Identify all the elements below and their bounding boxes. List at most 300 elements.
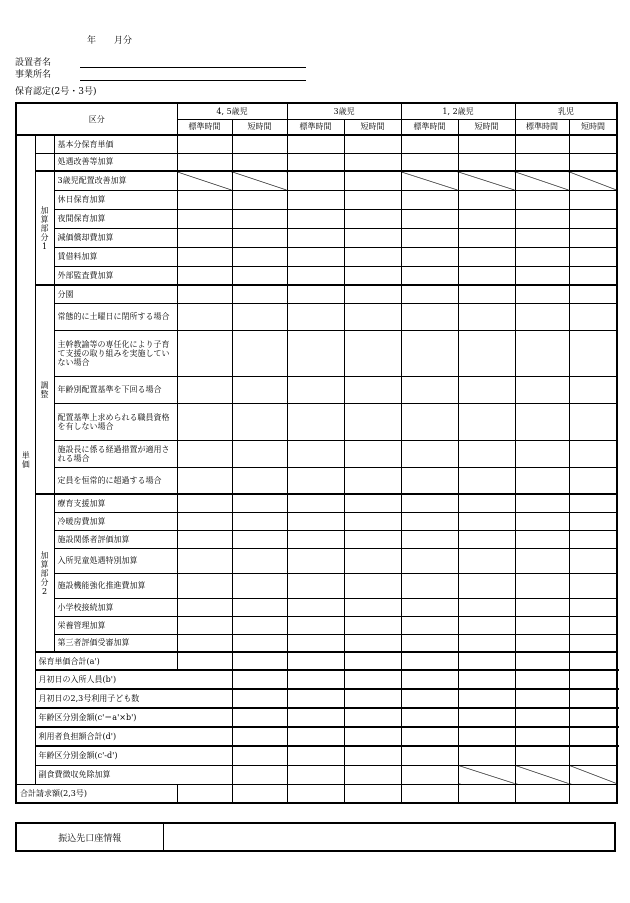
value-cell[interactable] — [232, 530, 287, 548]
value-cell[interactable] — [458, 376, 515, 403]
value-cell[interactable] — [232, 548, 287, 573]
value-cell[interactable] — [344, 376, 401, 403]
value-cell[interactable] — [458, 689, 515, 708]
value-cell[interactable] — [401, 708, 458, 727]
table-row — [16, 494, 617, 512]
value-cell[interactable] — [515, 746, 569, 765]
value-cell[interactable] — [458, 573, 515, 598]
value-cell[interactable] — [401, 440, 458, 467]
value-cell[interactable] — [569, 765, 617, 784]
value-cell[interactable] — [458, 467, 515, 494]
table-row — [16, 209, 617, 228]
value-cell[interactable] — [569, 494, 617, 512]
value-cell[interactable] — [344, 573, 401, 598]
row-label-nenrei1: 年齢区分別金額(c'＝a'×b') — [35, 708, 232, 727]
value-cell[interactable] — [401, 266, 458, 285]
value-cell[interactable] — [232, 765, 287, 784]
value-cell[interactable] — [401, 285, 458, 303]
value-cell[interactable] — [569, 376, 617, 403]
row-label-kasan2: 栄養管理加算 — [54, 616, 177, 634]
value-cell[interactable] — [401, 512, 458, 530]
value-cell[interactable] — [569, 467, 617, 494]
value-cell[interactable] — [401, 530, 458, 548]
value-cell[interactable] — [232, 598, 287, 616]
value-cell[interactable] — [344, 330, 401, 376]
value-cell[interactable] — [515, 440, 569, 467]
value-cell[interactable] — [177, 376, 232, 403]
value-cell[interactable] — [177, 598, 232, 616]
table-row — [16, 228, 617, 247]
value-cell[interactable] — [232, 247, 287, 266]
value-cell[interactable] — [177, 530, 232, 548]
value-cell[interactable] — [177, 228, 232, 247]
value-cell[interactable] — [344, 228, 401, 247]
value-cell[interactable] — [401, 784, 458, 803]
value-cell[interactable] — [287, 285, 344, 303]
value-cell[interactable] — [401, 652, 458, 670]
value-cell[interactable] — [232, 467, 287, 494]
row-label-kasan2: 施設機能強化推進費加算 — [54, 573, 177, 598]
value-cell[interactable] — [344, 634, 401, 652]
value-cell[interactable] — [515, 247, 569, 266]
value-cell[interactable] — [287, 573, 344, 598]
value-cell[interactable] — [401, 330, 458, 376]
table-row — [16, 247, 617, 266]
value-cell[interactable] — [569, 746, 617, 765]
row-label-kasan1: 夜間保育加算 — [54, 209, 177, 228]
value-cell[interactable] — [232, 135, 287, 153]
value-cell[interactable] — [401, 303, 458, 330]
value-cell[interactable] — [401, 135, 458, 153]
value-cell[interactable] — [515, 708, 569, 727]
value-cell[interactable] — [177, 153, 232, 171]
value-cell[interactable] — [515, 634, 569, 652]
value-cell[interactable] — [232, 727, 287, 746]
table-row — [16, 303, 617, 330]
value-cell[interactable] — [344, 616, 401, 634]
value-cell[interactable] — [515, 266, 569, 285]
value-cell[interactable] — [344, 285, 401, 303]
value-cell[interactable] — [177, 512, 232, 530]
value-cell[interactable] — [458, 403, 515, 440]
value-cell[interactable] — [458, 634, 515, 652]
value-cell[interactable] — [287, 616, 344, 634]
value-cell[interactable] — [569, 784, 617, 803]
fee-table-body — [16, 103, 617, 803]
table-row — [16, 573, 617, 598]
row-label-kasan2: 施設関係者評価加算 — [54, 530, 177, 548]
value-cell[interactable] — [515, 228, 569, 247]
value-cell[interactable] — [458, 135, 515, 153]
table-row — [16, 598, 617, 616]
value-cell[interactable] — [287, 727, 344, 746]
table-row — [16, 330, 617, 376]
value-cell[interactable] — [401, 689, 458, 708]
time-short-header: 短時間 — [569, 119, 617, 135]
value-cell[interactable] — [569, 228, 617, 247]
value-cell[interactable] — [458, 266, 515, 285]
value-cell[interactable] — [177, 652, 232, 670]
time-standard-header: 標準時間 — [515, 119, 569, 135]
value-cell[interactable] — [287, 376, 344, 403]
value-cell[interactable] — [515, 209, 569, 228]
value-cell[interactable] — [344, 708, 401, 727]
value-cell[interactable] — [344, 266, 401, 285]
value-cell[interactable] — [287, 303, 344, 330]
value-cell[interactable] — [515, 376, 569, 403]
value-cell[interactable] — [232, 634, 287, 652]
value-cell[interactable] — [232, 573, 287, 598]
value-cell[interactable] — [515, 765, 569, 784]
value-cell[interactable] — [458, 670, 515, 689]
value-cell[interactable] — [569, 403, 617, 440]
value-cell[interactable] — [569, 598, 617, 616]
table-row — [16, 616, 617, 634]
value-cell[interactable] — [344, 135, 401, 153]
year-month: 年 月分 — [87, 36, 133, 46]
value-cell[interactable] — [177, 330, 232, 376]
value-cell[interactable] — [177, 266, 232, 285]
table-row — [16, 634, 617, 652]
table-row — [16, 765, 617, 784]
table-row — [16, 784, 617, 803]
value-cell[interactable] — [287, 548, 344, 573]
table-row — [16, 266, 617, 285]
time-short-header: 短時間 — [232, 119, 287, 135]
value-cell[interactable] — [569, 727, 617, 746]
spacer-cell — [35, 153, 54, 171]
value-cell[interactable] — [401, 153, 458, 171]
value-cell[interactable] — [401, 616, 458, 634]
value-cell[interactable] — [569, 153, 617, 171]
value-cell[interactable] — [515, 330, 569, 376]
value-cell[interactable] — [232, 285, 287, 303]
value-cell[interactable] — [569, 247, 617, 266]
value-cell[interactable] — [232, 670, 287, 689]
value-cell[interactable] — [344, 512, 401, 530]
value-cell[interactable] — [177, 440, 232, 467]
value-cell[interactable] — [232, 376, 287, 403]
value-cell[interactable] — [344, 153, 401, 171]
value-cell[interactable] — [515, 530, 569, 548]
value-cell[interactable] — [515, 494, 569, 512]
value-cell[interactable] — [458, 285, 515, 303]
value-cell[interactable] — [287, 153, 344, 171]
value-cell[interactable] — [177, 247, 232, 266]
value-cell[interactable] — [232, 689, 287, 708]
value-cell[interactable] — [515, 616, 569, 634]
value-cell[interactable] — [177, 494, 232, 512]
value-cell[interactable] — [287, 746, 344, 765]
value-cell[interactable] — [569, 652, 617, 670]
table-row — [16, 285, 617, 303]
value-cell[interactable] — [515, 670, 569, 689]
value-cell[interactable] — [287, 171, 344, 190]
value-cell[interactable] — [569, 548, 617, 573]
value-cell[interactable] — [287, 190, 344, 209]
value-cell[interactable] — [177, 303, 232, 330]
value-cell[interactable] — [287, 689, 344, 708]
value-cell[interactable] — [287, 209, 344, 228]
installer-label: 設置者名 — [15, 58, 52, 68]
value-cell[interactable] — [232, 153, 287, 171]
value-cell[interactable] — [177, 403, 232, 440]
value-cell[interactable] — [569, 330, 617, 376]
value-cell[interactable] — [569, 135, 617, 153]
value-cell[interactable] — [515, 303, 569, 330]
value-cell[interactable] — [177, 784, 232, 803]
row-label-kihon: 基本分保育単価 — [54, 135, 177, 153]
value-cell[interactable] — [401, 670, 458, 689]
value-cell[interactable] — [569, 573, 617, 598]
value-cell[interactable] — [569, 285, 617, 303]
value-cell[interactable] — [287, 228, 344, 247]
fee-table — [15, 102, 618, 804]
value-cell[interactable] — [232, 303, 287, 330]
value-cell[interactable] — [232, 266, 287, 285]
value-cell[interactable] — [401, 403, 458, 440]
value-cell[interactable] — [287, 512, 344, 530]
value-cell[interactable] — [515, 285, 569, 303]
value-cell[interactable] — [458, 652, 515, 670]
time-standard-header: 標準時間 — [287, 119, 344, 135]
value-cell[interactable] — [401, 190, 458, 209]
value-cell[interactable] — [287, 530, 344, 548]
value-cell[interactable] — [458, 153, 515, 171]
value-cell[interactable] — [515, 689, 569, 708]
value-cell[interactable] — [401, 376, 458, 403]
value-cell[interactable] — [344, 727, 401, 746]
value-cell[interactable] — [232, 190, 287, 209]
value-cell[interactable] — [515, 784, 569, 803]
value-cell[interactable] — [232, 228, 287, 247]
row-label-chosei: 配置基準上求められる職員資格を有しない場合 — [54, 403, 177, 440]
value-cell[interactable] — [401, 727, 458, 746]
value-cell[interactable] — [287, 135, 344, 153]
value-cell[interactable] — [232, 652, 287, 670]
value-cell[interactable] — [569, 689, 617, 708]
value-cell[interactable] — [232, 403, 287, 440]
value-cell[interactable] — [569, 670, 617, 689]
value-cell[interactable] — [344, 209, 401, 228]
value-cell[interactable] — [232, 784, 287, 803]
value-cell[interactable] — [177, 285, 232, 303]
value-cell[interactable] — [458, 494, 515, 512]
value-cell[interactable] — [177, 548, 232, 573]
bank-value-cell[interactable] — [163, 823, 615, 851]
value-cell[interactable] — [515, 598, 569, 616]
value-cell[interactable] — [344, 171, 401, 190]
value-cell[interactable] — [287, 440, 344, 467]
value-cell[interactable] — [569, 512, 617, 530]
value-cell[interactable] — [232, 440, 287, 467]
value-cell[interactable] — [287, 652, 344, 670]
group-kasan1: 加 算 部 分 1 — [35, 171, 54, 285]
value-cell[interactable] — [177, 135, 232, 153]
value-cell[interactable] — [344, 467, 401, 494]
value-cell[interactable] — [515, 573, 569, 598]
value-cell[interactable] — [569, 616, 617, 634]
value-cell[interactable] — [401, 494, 458, 512]
value-cell[interactable] — [232, 330, 287, 376]
value-cell[interactable] — [458, 530, 515, 548]
value-cell[interactable] — [287, 266, 344, 285]
table-row — [16, 190, 617, 209]
value-cell[interactable] — [287, 247, 344, 266]
value-cell[interactable] — [232, 171, 287, 190]
row-label-kasan2: 冷暖房費加算 — [54, 512, 177, 530]
value-cell[interactable] — [458, 330, 515, 376]
row-label-futan: 利用者負担額合計(d') — [35, 727, 232, 746]
value-cell[interactable] — [287, 670, 344, 689]
value-cell[interactable] — [569, 266, 617, 285]
value-cell[interactable] — [401, 209, 458, 228]
value-cell[interactable] — [344, 303, 401, 330]
table-row — [16, 530, 617, 548]
value-cell[interactable] — [515, 190, 569, 209]
value-cell[interactable] — [287, 494, 344, 512]
value-cell[interactable] — [344, 247, 401, 266]
value-cell[interactable] — [515, 403, 569, 440]
value-cell[interactable] — [287, 403, 344, 440]
row-label-shogu: 処遇改善等加算 — [54, 153, 177, 171]
value-cell[interactable] — [401, 573, 458, 598]
time-short-header: 短時間 — [344, 119, 401, 135]
table-row — [16, 727, 617, 746]
value-cell[interactable] — [344, 598, 401, 616]
value-cell[interactable] — [458, 727, 515, 746]
value-cell[interactable] — [569, 634, 617, 652]
value-cell[interactable] — [401, 171, 458, 190]
value-cell[interactable] — [458, 247, 515, 266]
value-cell[interactable] — [344, 670, 401, 689]
value-cell[interactable] — [177, 171, 232, 190]
value-cell[interactable] — [458, 784, 515, 803]
value-cell[interactable] — [515, 652, 569, 670]
value-cell[interactable] — [401, 746, 458, 765]
value-cell[interactable] — [569, 440, 617, 467]
installer-line[interactable] — [80, 67, 306, 68]
value-cell[interactable] — [401, 467, 458, 494]
table-row — [16, 689, 617, 708]
value-cell[interactable] — [458, 171, 515, 190]
row-label-nyusho: 月初日の入所人員(b') — [35, 670, 232, 689]
value-cell[interactable] — [177, 467, 232, 494]
value-cell[interactable] — [401, 598, 458, 616]
time-standard-header: 標準時間 — [177, 119, 232, 135]
value-cell[interactable] — [515, 548, 569, 573]
value-cell[interactable] — [344, 190, 401, 209]
value-cell[interactable] — [458, 209, 515, 228]
value-cell[interactable] — [458, 765, 515, 784]
value-cell[interactable] — [458, 228, 515, 247]
value-cell[interactable] — [232, 708, 287, 727]
value-cell[interactable] — [232, 209, 287, 228]
value-cell[interactable] — [569, 303, 617, 330]
table-row — [16, 512, 617, 530]
row-label-nenrei2: 年齢区分別金額(c'-d') — [35, 746, 232, 765]
value-cell[interactable] — [401, 634, 458, 652]
value-cell[interactable] — [344, 530, 401, 548]
value-cell[interactable] — [458, 746, 515, 765]
table-row — [16, 708, 617, 727]
value-cell[interactable] — [177, 616, 232, 634]
value-cell[interactable] — [458, 616, 515, 634]
value-cell[interactable] — [344, 652, 401, 670]
value-cell[interactable] — [401, 765, 458, 784]
value-cell[interactable] — [569, 530, 617, 548]
facility-label: 事業所名 — [15, 70, 52, 80]
row-label-chosei: 年齢別配置基準を下回る場合 — [54, 376, 177, 403]
value-cell[interactable] — [287, 467, 344, 494]
value-cell[interactable] — [177, 573, 232, 598]
row-label-seikyu: 合計請求額(2,3号) — [16, 784, 177, 803]
value-cell[interactable] — [401, 228, 458, 247]
tanka-label: 単 価 — [16, 135, 35, 784]
value-cell[interactable] — [177, 209, 232, 228]
value-cell[interactable] — [515, 512, 569, 530]
value-cell[interactable] — [232, 494, 287, 512]
value-cell[interactable] — [515, 171, 569, 190]
value-cell[interactable] — [569, 209, 617, 228]
value-cell[interactable] — [232, 512, 287, 530]
value-cell[interactable] — [287, 330, 344, 376]
value-cell[interactable] — [177, 634, 232, 652]
value-cell[interactable] — [344, 746, 401, 765]
value-cell[interactable] — [177, 190, 232, 209]
value-cell[interactable] — [287, 634, 344, 652]
row-label-fukushoku: 副食費徴収免除加算 — [35, 765, 232, 784]
value-cell[interactable] — [287, 765, 344, 784]
value-cell[interactable] — [344, 689, 401, 708]
age-header-infant: 乳児 — [515, 103, 617, 119]
age-header-45: 4, 5歳児 — [177, 103, 287, 119]
value-cell[interactable] — [515, 727, 569, 746]
value-cell[interactable] — [344, 548, 401, 573]
table-row — [16, 440, 617, 467]
value-cell[interactable] — [458, 303, 515, 330]
value-cell[interactable] — [232, 616, 287, 634]
row-label-kasan1: 賃借料加算 — [54, 247, 177, 266]
value-cell[interactable] — [344, 403, 401, 440]
value-cell[interactable] — [569, 708, 617, 727]
value-cell[interactable] — [458, 440, 515, 467]
value-cell[interactable] — [515, 135, 569, 153]
value-cell[interactable] — [401, 247, 458, 266]
value-cell[interactable] — [458, 548, 515, 573]
value-cell[interactable] — [515, 467, 569, 494]
value-cell[interactable] — [458, 708, 515, 727]
value-cell[interactable] — [344, 765, 401, 784]
facility-line[interactable] — [80, 80, 306, 81]
value-cell[interactable] — [287, 708, 344, 727]
value-cell[interactable] — [344, 784, 401, 803]
value-cell[interactable] — [569, 190, 617, 209]
value-cell[interactable] — [344, 440, 401, 467]
value-cell[interactable] — [401, 548, 458, 573]
value-cell[interactable] — [569, 171, 617, 190]
value-cell[interactable] — [458, 512, 515, 530]
value-cell[interactable] — [287, 784, 344, 803]
value-cell[interactable] — [232, 746, 287, 765]
value-cell[interactable] — [458, 190, 515, 209]
value-cell[interactable] — [515, 153, 569, 171]
value-cell[interactable] — [344, 494, 401, 512]
row-label-kasan1: 3歳児配置改善加算 — [54, 171, 177, 190]
certification-label: 保育認定(2号・3号) — [15, 87, 97, 97]
value-cell[interactable] — [458, 598, 515, 616]
value-cell[interactable] — [287, 598, 344, 616]
